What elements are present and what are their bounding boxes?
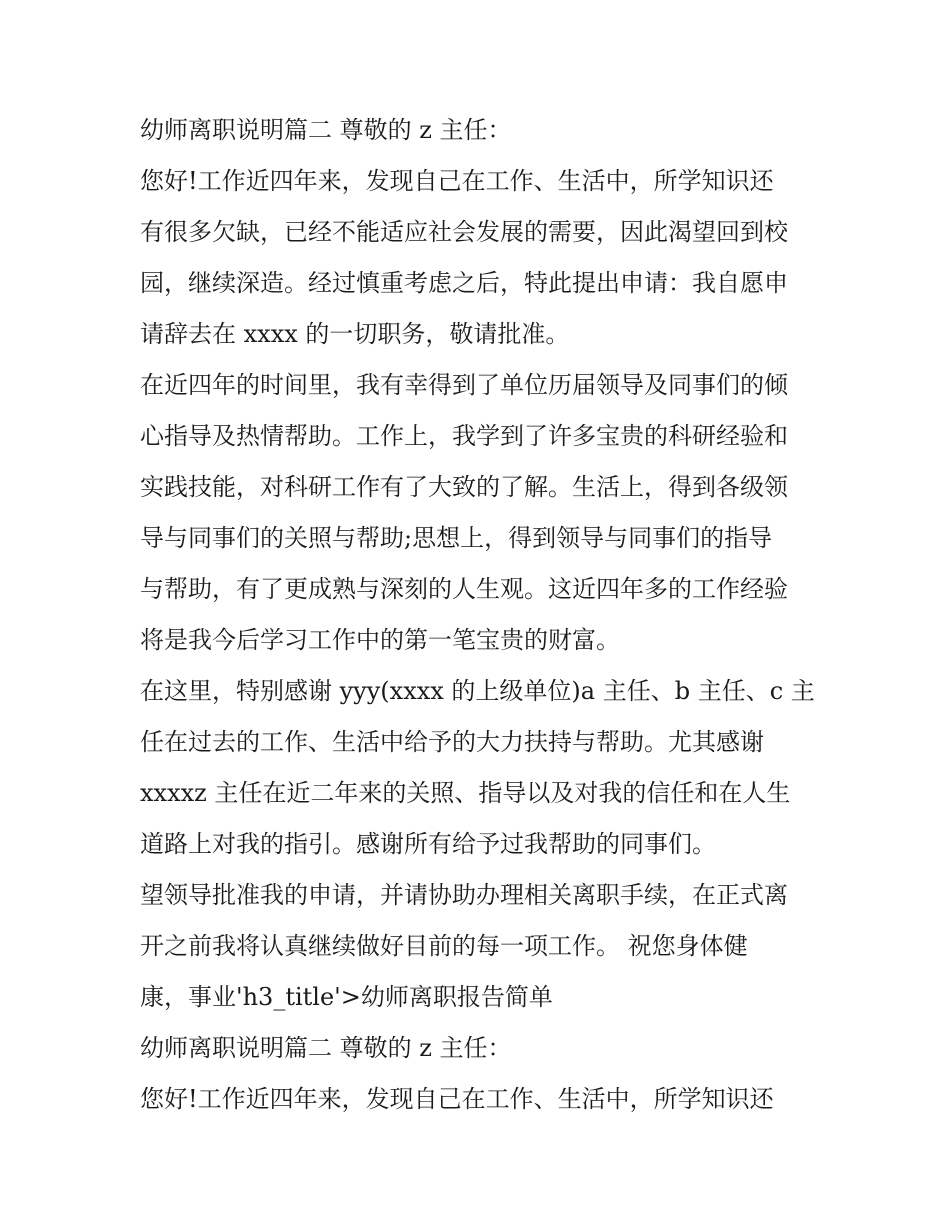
text-line: 您好!工作近四年来，发现自己在工作、生活中，所学知识还	[140, 167, 774, 195]
text-line: 您好!工作近四年来，发现自己在工作、生活中，所学知识还	[140, 1085, 774, 1113]
text-line: 任在过去的工作、生活中给予的大力扶持与帮助。尤其感谢	[140, 728, 764, 756]
text-line: 道路上对我的指引。感谢所有给予过我帮助的同事们。	[140, 830, 716, 858]
text-line: 实践技能，对科研工作有了大致的了解。生活上，得到各级领	[140, 473, 788, 501]
text-line: 请辞去在 xxxx 的一切职务，敬请批准。	[140, 320, 570, 348]
text-line: 园，继续深造。经过慎重考虑之后，特此提出申请：我自愿申	[140, 269, 788, 297]
text-line: 有很多欠缺，已经不能适应社会发展的需要，因此渴望回到校	[140, 218, 788, 246]
text-line: 将是我今后学习工作中的第一笔宝贵的财富。	[140, 626, 620, 654]
text-line: 幼师离职说明篇二 尊敬的 z 主任：	[140, 116, 512, 144]
text-line: 幼师离职说明篇二 尊敬的 z 主任：	[140, 1034, 512, 1062]
text-line: 开之前我将认真继续做好目前的每一项工作。 祝您身体健	[140, 932, 748, 960]
text-line: 导与同事们的关照与帮助;思想上，得到领导与同事们的指导	[140, 524, 773, 552]
text-line: 康，事业'h3_title'>幼师离职报告简单	[140, 983, 553, 1011]
text-line: 与帮助，有了更成熟与深刻的人生观。这近四年多的工作经验	[140, 575, 788, 603]
text-line: xxxxz 主任在近二年来的关照、指导以及对我的信任和在人生	[140, 779, 791, 807]
text-line: 在近四年的时间里，我有幸得到了单位历届领导及同事们的倾	[140, 371, 788, 399]
text-line: 在这里，特别感谢 yyy(xxxx 的上级单位)a 主任、b 主任、c 主	[140, 677, 815, 705]
document-body	[140, 105, 820, 1125]
text-line: 心指导及热情帮助。工作上，我学到了许多宝贵的科研经验和	[140, 422, 788, 450]
text-line: 望领导批准我的申请，并请协助办理相关离职手续，在正式离	[140, 881, 788, 909]
